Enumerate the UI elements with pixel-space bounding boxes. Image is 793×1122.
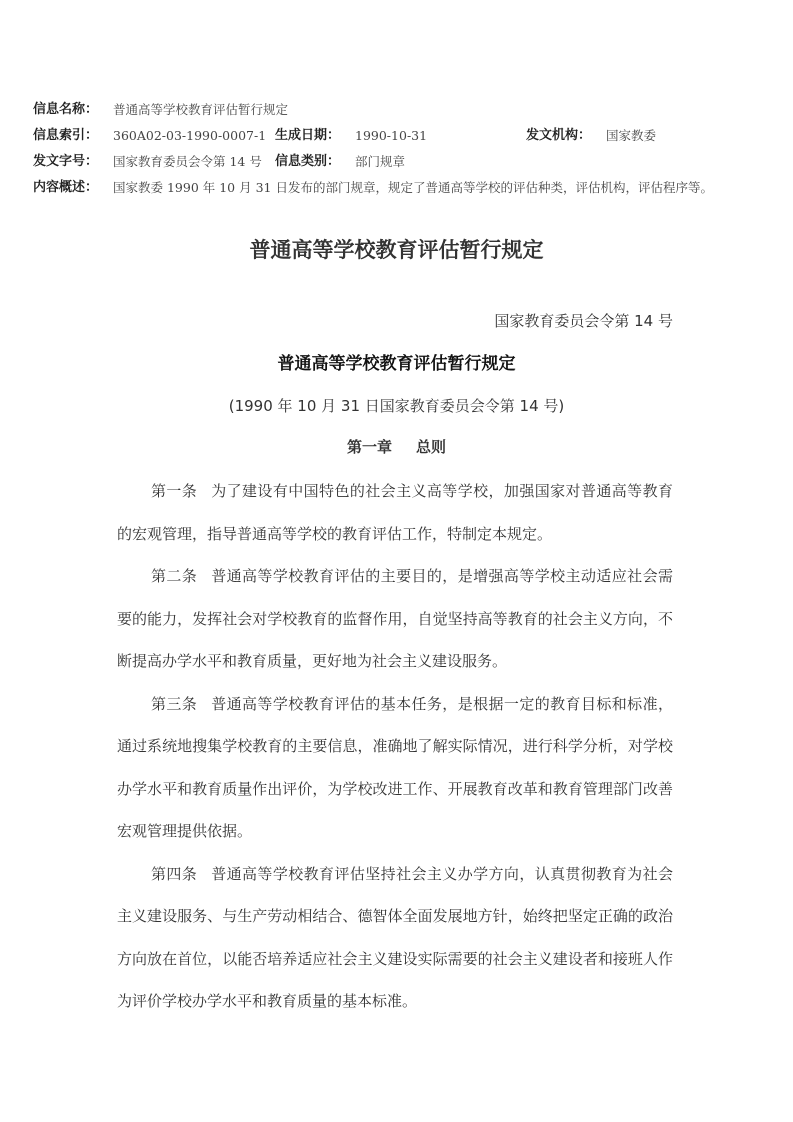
issuer-value: 国家教委 xyxy=(606,128,657,143)
article-text: 普通高等学校教育评估的基本任务，是根据一定的教育目标和标准，通过系统地搜集学校教育的主要信息，准确地了解实际情况，进行科学分析，对学校办学水平和教育质量作出评价，为学校改进工作、开展教育改革和教育管理部门改善宏观管理提供依据。 xyxy=(117,694,673,840)
doc-no-label: 发文字号： xyxy=(33,154,99,169)
info-metadata-panel xyxy=(33,100,793,204)
article-text: 为了建设有中国特色的社会主义高等学校，加强国家对普通高等教育的宏观管理，指导普通高等学校的教育评估工作，特制定本规定。 xyxy=(117,482,673,543)
article-paragraph xyxy=(117,853,673,1023)
chapter-heading xyxy=(0,436,793,457)
date-label: 生成日期： xyxy=(275,128,341,143)
meta-row-index xyxy=(33,126,793,152)
article-paragraph xyxy=(117,683,673,853)
article-number: 第一条 xyxy=(151,482,198,500)
meta-row-info-name xyxy=(33,100,793,126)
chapter-name: 总则 xyxy=(416,438,447,456)
regulation-subtitle: 普通高等学校教育评估暂行规定 xyxy=(277,354,516,374)
date-value: 1990-10-31 xyxy=(355,128,428,143)
index-value: 360A02-03-1990-0007-1 xyxy=(113,128,267,143)
document-title: 普通高等学校教育评估暂行规定 xyxy=(249,238,544,262)
document-body xyxy=(117,470,673,1023)
article-number: 第三条 xyxy=(151,694,198,713)
info-name-label: 信息名称： xyxy=(33,102,99,117)
category-value: 部门规章 xyxy=(355,154,406,169)
meta-row-summary xyxy=(33,178,793,204)
chapter-number: 第一章 xyxy=(346,438,392,456)
article-number: 第四条 xyxy=(151,864,198,883)
info-name-value: 普通高等学校教育评估暂行规定 xyxy=(113,102,289,117)
doc-no-value: 国家教育委员会令第 14 号 xyxy=(113,154,262,169)
meta-row-doc-no xyxy=(33,152,793,178)
article-paragraph xyxy=(117,555,673,683)
publication-note: (1990 年 10 月 31 日国家教育委员会令第 14 号) xyxy=(228,397,565,415)
article-number: 第二条 xyxy=(151,567,198,585)
category-label: 信息类别： xyxy=(275,154,341,169)
article-paragraph xyxy=(117,470,673,555)
summary-label: 内容概述： xyxy=(33,180,99,195)
article-text: 普通高等学校教育评估坚持社会主义办学方向，认真贯彻教育为社会主义建设服务、与生产劳动相结合、德智体全面发展地方针，始终把坚定正确的政治方向放在首位，以能否培养适应社会主义建设实际需要的社会主义建设者和接班人作为评价学校办学水平和教育质量的基本标准。 xyxy=(117,864,673,1010)
index-label: 信息索引： xyxy=(33,128,99,143)
summary-value: 国家教委 1990 年 10 月 31 日发布的部门规章，规定了普通高等学校的评估种类，评估机构，评估程序等。 xyxy=(113,180,713,195)
order-number: 国家教育委员会令第 14 号 xyxy=(494,312,673,330)
issuer-label: 发文机构： xyxy=(526,128,592,143)
article-text: 普通高等学校教育评估的主要目的，是增强高等学校主动适应社会需要的能力，发挥社会对学校教育的监督作用，自觉坚持高等教育的社会主义方向，不断提高办学水平和教育质量，更好地为社会主义建设服务。 xyxy=(117,567,673,670)
